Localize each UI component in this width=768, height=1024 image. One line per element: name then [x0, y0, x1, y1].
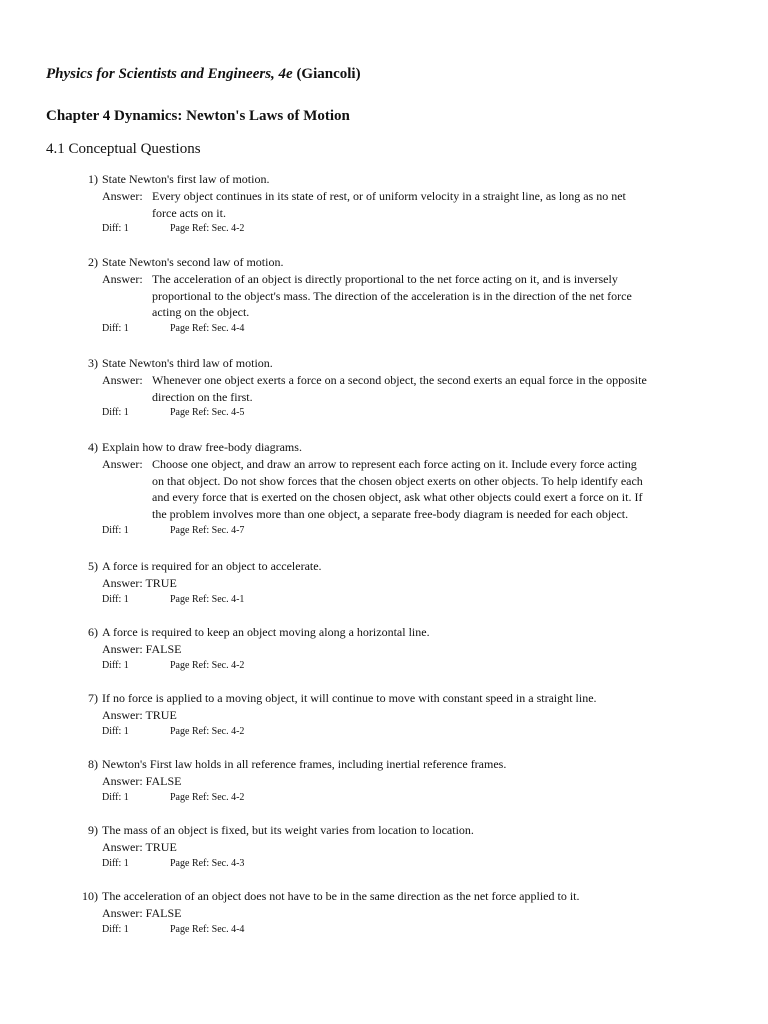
question-6: [0, 624, 768, 674]
answer: Answer: TRUE: [102, 707, 177, 722]
answer-line: The acceleration of an object is directly proportional to the net force acting on it, and is inversely: [152, 271, 618, 286]
answer-line: and every force that is exerted on the chosen object, ask what other objects could exert a force on it. If: [152, 490, 643, 505]
difficulty: Diff: 1: [102, 323, 129, 335]
difficulty: Diff: 1: [102, 659, 129, 671]
question-text: A force is required for an object to accelerate.: [102, 559, 322, 573]
difficulty: Diff: 1: [102, 725, 129, 737]
question-text: State Newton's second law of motion.: [102, 255, 284, 269]
answer-block: [102, 271, 722, 321]
question-8: [0, 756, 768, 806]
question-1: [0, 171, 768, 237]
answer: Answer: FALSE: [102, 641, 182, 656]
question-text: If no force is applied to a moving object, it will continue to move with constant speed in a straight line.: [102, 691, 597, 705]
answer-line: direction on the first.: [152, 389, 253, 404]
question-number: 5): [88, 559, 98, 573]
difficulty: Diff: 1: [102, 923, 129, 935]
question-meta: [102, 658, 768, 674]
question-10: [0, 888, 768, 938]
answer-line: proportional to the object's mass. The direction of the acceleration is in the direction of the net force: [152, 288, 632, 303]
page-ref: Page Ref: Sec. 4-2: [170, 725, 245, 737]
question-text: State Newton's first law of motion.: [102, 172, 270, 186]
question-4: [0, 439, 768, 539]
question-number: 8): [88, 757, 98, 771]
question-7: [0, 690, 768, 740]
question-number: 1): [88, 172, 98, 186]
question-text: A force is required to keep an object moving along a horizontal line.: [102, 625, 430, 639]
answer-block: [102, 188, 722, 222]
question-number: 4): [88, 440, 98, 454]
difficulty: Diff: 1: [102, 857, 129, 869]
book-title: [46, 65, 361, 83]
question-2: [0, 254, 768, 337]
answer-label: Answer:: [102, 456, 143, 471]
chapter-title: Chapter 4 Dynamics: Newton's Laws of Motion: [46, 108, 350, 124]
answer-label: Answer:: [102, 372, 143, 387]
answer-block: [102, 372, 722, 406]
question-number: 6): [88, 625, 98, 639]
answer-line: Every object continues in its state of rest, or of uniform velocity in a straight line, as long as no net: [152, 188, 626, 203]
difficulty: Diff: 1: [102, 791, 129, 803]
answer-block: [102, 456, 722, 523]
question-text: The acceleration of an object does not have to be in the same direction as the net force applied to it.: [102, 889, 580, 903]
question-text: Newton's First law holds in all reference frames, including inertial reference frames.: [102, 757, 507, 771]
page-ref: Page Ref: Sec. 4-4: [170, 923, 245, 935]
question-text: Explain how to draw free-body diagrams.: [102, 440, 302, 454]
question-5: [0, 558, 768, 608]
question-meta: [102, 724, 768, 740]
question-meta: [102, 856, 768, 872]
answer-line: on that object. Do not show forces that the chosen object exerts on other objects. To help identify each: [152, 473, 643, 488]
question-meta: [102, 922, 768, 938]
question-number: 10): [82, 889, 98, 903]
page-ref: Page Ref: Sec. 4-2: [170, 223, 245, 235]
question-meta: [102, 405, 768, 421]
answer-label: Answer:: [102, 188, 143, 203]
answer-line: acting on the object.: [152, 305, 250, 320]
answer-line: force acts on it.: [152, 205, 226, 220]
question-9: [0, 822, 768, 872]
page-ref: Page Ref: Sec. 4-5: [170, 407, 245, 419]
question-meta: [102, 592, 768, 608]
answer: Answer: FALSE: [102, 773, 182, 788]
question-meta: [102, 790, 768, 806]
answer: Answer: FALSE: [102, 905, 182, 920]
answer: Answer: TRUE: [102, 839, 177, 854]
question-meta: [102, 221, 768, 237]
answer-label: Answer:: [102, 271, 143, 286]
book-author: (Giancoli): [296, 66, 361, 82]
question-3: [0, 355, 768, 421]
difficulty: Diff: 1: [102, 524, 129, 536]
question-text: State Newton's third law of motion.: [102, 356, 273, 370]
section-title: 4.1 Conceptual Questions: [46, 141, 201, 157]
difficulty: Diff: 1: [102, 407, 129, 419]
page-ref: Page Ref: Sec. 4-4: [170, 323, 245, 335]
difficulty: Diff: 1: [102, 593, 129, 605]
question-number: 7): [88, 691, 98, 705]
question-number: 2): [88, 255, 98, 269]
question-number: 3): [88, 356, 98, 370]
page-ref: Page Ref: Sec. 4-2: [170, 659, 245, 671]
question-text: The mass of an object is fixed, but its weight varies from location to location.: [102, 823, 474, 837]
question-number: 9): [88, 823, 98, 837]
book-title-italic: Physics for Scientists and Engineers, 4e: [46, 66, 293, 82]
answer-line: Choose one object, and draw an arrow to represent each force acting on it. Include every force acting: [152, 456, 637, 471]
answer-line: the problem involves more than one object, a separate free-body diagram is needed for each object.: [152, 507, 629, 522]
answer-line: Whenever one object exerts a force on a second object, the second exerts an equal force in the opposite: [152, 372, 647, 387]
page-ref: Page Ref: Sec. 4-2: [170, 791, 245, 803]
page-ref: Page Ref: Sec. 4-3: [170, 857, 245, 869]
difficulty: Diff: 1: [102, 223, 129, 235]
question-meta: [102, 523, 768, 539]
question-meta: [102, 321, 768, 337]
answer: Answer: TRUE: [102, 575, 177, 590]
page-ref: Page Ref: Sec. 4-7: [170, 524, 245, 536]
page-ref: Page Ref: Sec. 4-1: [170, 593, 245, 605]
